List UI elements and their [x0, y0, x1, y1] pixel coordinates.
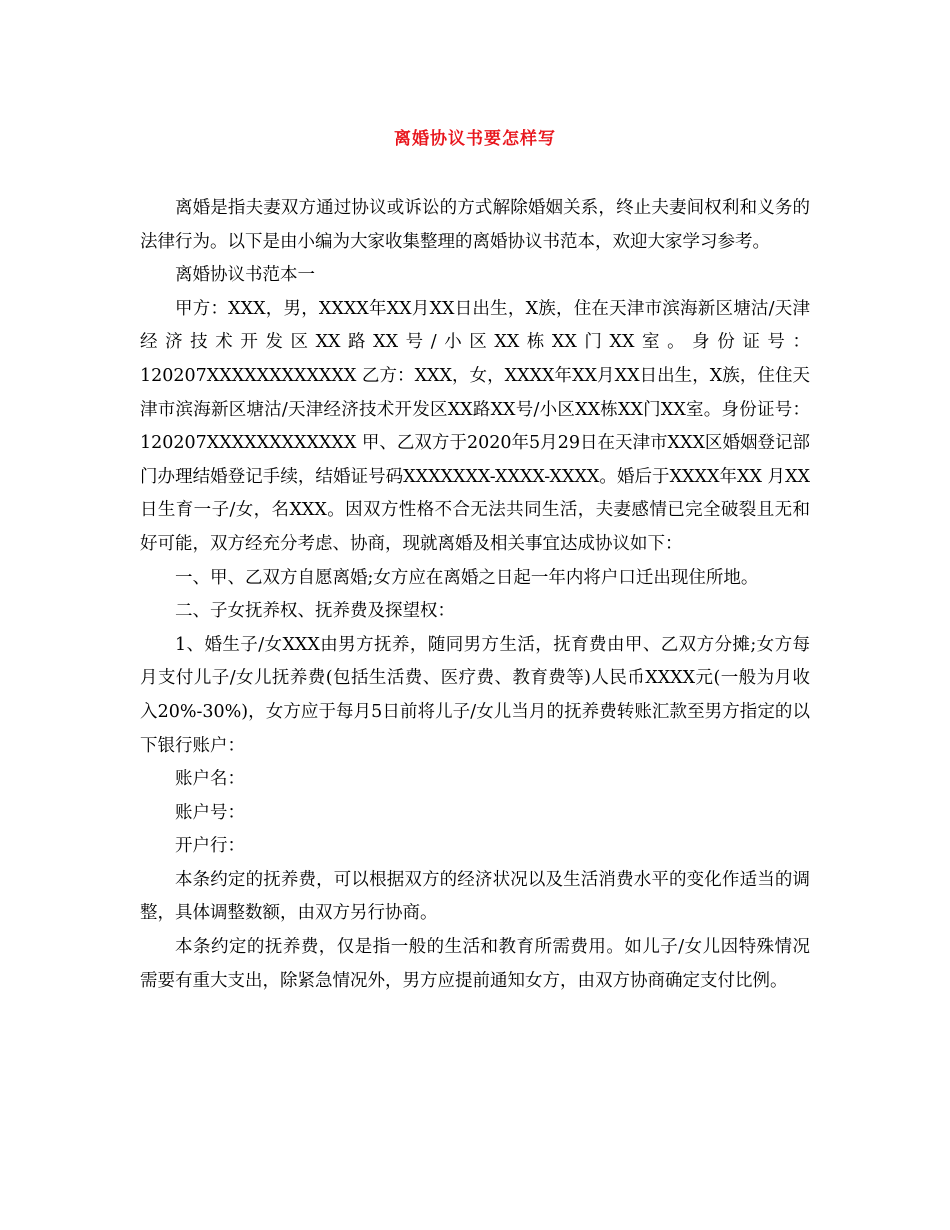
adjustment-paragraph: 本条约定的抚养费，可以根据双方的经济状况以及生活消费水平的变化作适当的调整，具体调整数额，由双方另行协商。: [140, 869, 810, 924]
expense-paragraph: 本条约定的抚养费，仅是指一般的生活和教育所需费用。如儿子/女儿因特殊情况需要有重大支出，除紧急情况外，男方应提前通知女方，由双方协商确定支付比例。: [140, 937, 810, 991]
account-name-line: 账户名：: [175, 769, 245, 790]
section-heading: 离婚协议书范本一: [175, 265, 315, 286]
account-number-line: 账户号：: [175, 802, 245, 823]
intro-paragraph: 离婚是指夫妻双方通过协议或诉讼的方式解除婚姻关系，终止夫妻间权利和义务的法律行为。以下是由小编为大家收集整理的离婚协议书范本，欢迎大家学习参考。: [140, 198, 810, 252]
parties-paragraph: 甲方：XXX，男，XXXX年XX月XX日出生，X族，住在天津市滨海新区塘沽/天津经济技术开发区XX路XX号/小区XX栋XX门XX室。身份证号：120207XXXXXXXXXXXX 乙方：XXX，女，XXXX年XX月XX日出生，X族，住住天津市滨海新区塘沽/天津经济技术开发区XX路XX号/小区XX栋XX门XX室。身份证号：120207XXXXXXXXXXXX 甲、乙双方于2020年5月29日在天津市XXX区婚姻登记部门办理结婚登记手续，结婚证号码XXXXXXX-XXXX-XXXX。婚后于XXXX年XX 月XX日生育一子/女，名XXX。因双方性格不合无法共同生活，夫妻感情已完全破裂且无和好可能，双方经充分考虑、协商，现就离婚及相关事宜达成协议如下：: [140, 298, 810, 554]
clause-divorce: 一、甲、乙双方自愿离婚;女方应在离婚之日起一年内将户口迁出现住所地。: [175, 567, 759, 588]
clause-custody-detail: 1、婚生子/女XXX由男方抚养，随同男方生活，抚育费由甲、乙双方分摊;女方每月支付儿子/女儿抚养费(包括生活费、医疗费、教育费等)人民币XXXX元(一般为月收入20%-30%)，女方应于每月5日前将儿子/女儿当月的抚养费转账汇款至男方指定的以下银行账户：: [140, 634, 810, 756]
bank-line: 开户行：: [175, 836, 245, 857]
clause-custody-heading: 二、子女抚养权、抚养费及探望权：: [175, 601, 455, 622]
page-title: 离婚协议书要怎样写: [394, 129, 556, 149]
document-body: [140, 192, 810, 998]
